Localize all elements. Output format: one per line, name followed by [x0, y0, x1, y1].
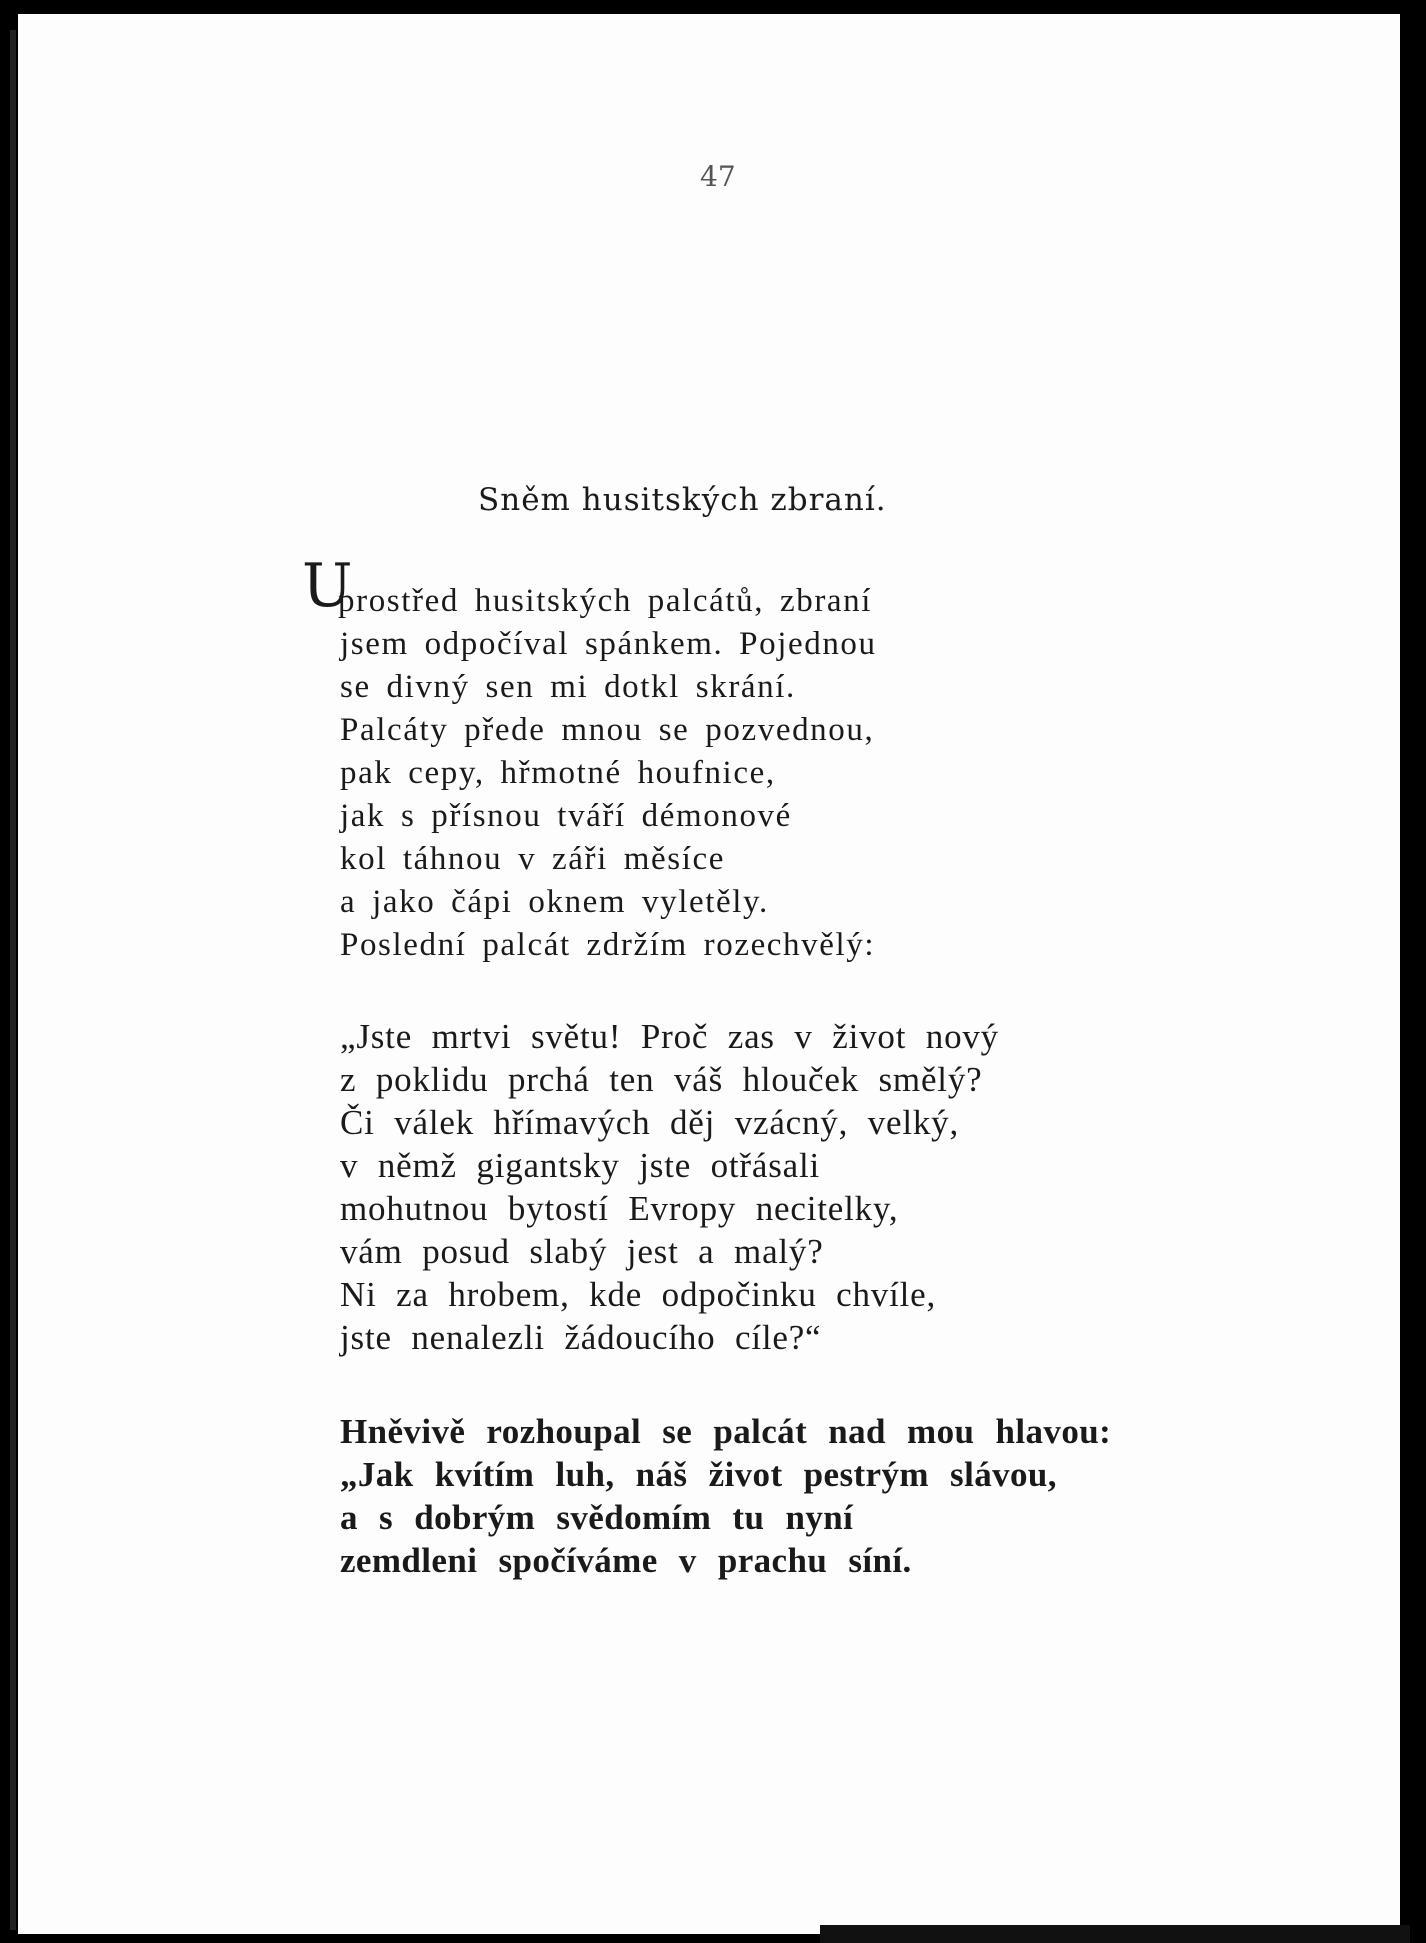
verse-line: Palcáty přede mnou se pozvednou, — [340, 712, 875, 748]
poem-title: Sněm husitských zbraní. — [478, 482, 887, 518]
verse-line: zemdleni spočíváme v prachu síní. — [340, 1541, 912, 1580]
paper-sheet — [18, 14, 1408, 1934]
verse-line: „Jak kvítím luh, náš život pestrým slávou, — [340, 1455, 1057, 1494]
verse-line: Ni za hrobem, kde odpočinku chvíle, — [340, 1275, 937, 1314]
verse-line: a jako čápi oknem vyletěly. — [340, 884, 769, 920]
stanza-2 — [340, 1015, 999, 1359]
verse-line: jsem odpočíval spánkem. Pojednou — [340, 626, 877, 662]
verse-line: z poklidu prchá ten váš hlouček smělý? — [340, 1060, 983, 1099]
stanza-3 — [340, 1410, 1111, 1582]
verse-line: Či válek hřímavých děj vzácný, velký, — [340, 1103, 960, 1142]
verse-line: vám posud slabý jest a malý? — [340, 1232, 824, 1271]
verse-line: Hněvivě rozhoupal se palcát nad mou hlavou: — [340, 1412, 1112, 1451]
page-number: 47 — [700, 160, 736, 193]
scan-border-right — [1400, 14, 1426, 1943]
verse-line: prostřed husitských palcátů, zbraní — [338, 583, 873, 619]
verse-line: v němž gigantsky jste otřásali — [340, 1146, 821, 1185]
verse-line: Poslední palcát zdržím rozechvělý: — [340, 927, 876, 963]
binding-edge — [10, 30, 16, 1930]
verse-line: jak s přísnou tváří démonové — [340, 798, 792, 834]
verse-line: a s dobrým svědomím tu nyní — [340, 1498, 854, 1537]
verse-line: kol táhnou v záři měsíce — [340, 841, 725, 877]
verse-line: „Jste mrtvi světu! Proč zas v život nový — [340, 1017, 999, 1056]
verse-line: jste nenalezli žádoucího cíle?“ — [340, 1318, 822, 1357]
verse-line: mohutnou bytostí Evropy necitelky, — [340, 1189, 899, 1228]
scan-border-bottom — [820, 1925, 1410, 1943]
stanza-1 — [340, 580, 877, 967]
verse-line: se divný sen mi dotkl skrání. — [340, 669, 796, 705]
verse-line: pak cepy, hřmotné houfnice, — [340, 755, 776, 791]
drop-cap-initial: U — [302, 551, 353, 621]
